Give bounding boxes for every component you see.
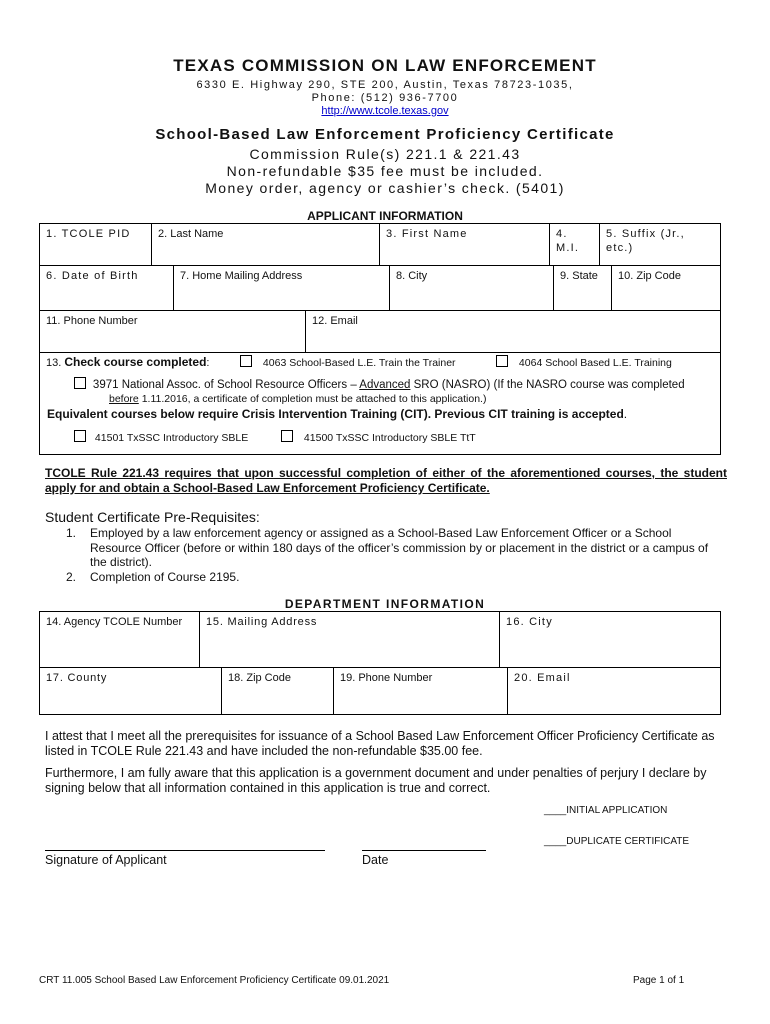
field-dept-phone[interactable]: 19. Phone Number [334,668,508,714]
field-zip[interactable]: 10. Zip Code [612,266,720,311]
signature-label: Signature of Applicant [45,853,167,867]
perjury-paragraph: Furthermore, I am fully aware that this application is a government document and under penalties of perjury I declare by signing below that all information contained in this application is true and correct. [45,766,707,795]
form-identifier: CRT 11.005 School Based Law Enforcement Proficiency Certificate 09.01.2021 [39,975,390,986]
agency-title: TEXAS COMMISSION ON LAW ENFORCEMENT [173,56,597,75]
prereq-item: 2. Completion of Course 2195. [66,570,240,584]
field-date-of-birth[interactable]: 6. Date of Birth [40,266,174,311]
checkbox-course-41500[interactable] [281,430,293,442]
prereq-heading: Student Certificate Pre-Requisites: [45,509,260,525]
date-label: Date [362,853,389,867]
course-3971-note: before 1.11.2016, a certificate of completion must be attached to this application.) [109,393,487,405]
fee-notice: Non-refundable $35 fee must be included. [226,163,544,179]
field-county[interactable]: 17. County [40,668,222,714]
field-dept-zip[interactable]: 18. Zip Code [222,668,334,714]
applicant-info-grid [39,223,721,455]
course-41501-label: 41501 TxSSC Introductory SBLE [94,432,249,444]
attestation-paragraph: I attest that I meet all the prerequisites for issuance of a School Based Law Enforcement Officer Proficiency Certificate as listed in TCOLE Rule 221.43 and have included the non-refundable $35.00 fee. [45,729,715,758]
agency-website-link[interactable]: http://www.tcole.texas.gov [321,105,449,117]
rule-221-43-text: TCOLE Rule 221.43 requires that upon successful completion of either of the aforementioned courses, the student apply for and obtain a School-Based Law Enforcement Proficiency Certificate. [45,466,727,495]
field-city[interactable]: 8. City [390,266,554,311]
agency-address: 6330 E. Highway 290, STE 200, Austin, Texas 78723-1035, [196,79,574,91]
field-dept-email[interactable]: 20. Email [514,672,571,684]
field-mailing-address[interactable]: 15. Mailing Address [200,612,500,668]
field-home-address[interactable]: 7. Home Mailing Address [174,266,390,311]
field-dept-city[interactable]: 16. City [500,612,720,668]
course-4063-label: 4063 School-Based L.E. Train the Trainer [262,357,456,369]
checkbox-course-4064[interactable] [496,355,508,367]
field-agency-tcole-number[interactable]: 14. Agency TCOLE Number [40,612,200,668]
agency-phone: Phone: (512) 936-7700 [311,92,459,104]
field-tcole-pid[interactable]: 1. TCOLE PID [40,224,152,266]
payment-notice: Money order, agency or cashier’s check. (5401) [205,180,565,196]
course-question: 13. Check course completed: [46,355,210,369]
initial-application-option[interactable]: ____INITIAL APPLICATION [544,805,668,816]
field-last-name[interactable]: 2. Last Name [152,224,380,266]
checkbox-course-41501[interactable] [74,430,86,442]
page-number: Page 1 of 1 [633,975,685,986]
prereq-item: 1. Employed by a law enforcement agency or assigned as a School-Based Law Enforcement Officer or a School Resource Officer (before or within 180 days of the officer’s commission by or placement in the district or a campus of the district). [66,526,709,569]
date-line[interactable] [362,850,486,851]
course-section [40,353,720,454]
equivalent-courses-note: Equivalent courses below require Crisis Intervention Training (CIT). Previous CIT training is accepted. [47,407,628,421]
field-suffix[interactable]: 5. Suffix (Jr., etc.) [600,224,720,266]
field-middle-initial[interactable]: 4. M.I. [550,224,600,266]
department-section-heading: DEPARTMENT INFORMATION [284,597,486,611]
duplicate-certificate-option[interactable]: ____DUPLICATE CERTIFICATE [544,836,690,847]
field-phone[interactable]: 11. Phone Number [40,311,306,353]
field-email[interactable]: 12. Email [306,311,720,353]
checkbox-course-4063[interactable] [240,355,252,367]
commission-rules: Commission Rule(s) 221.1 & 221.43 [249,146,521,162]
field-state[interactable]: 9. State [554,266,612,311]
course-41500-label: 41500 TxSSC Introductory SBLE TtT [303,432,476,444]
applicant-section-heading: APPLICANT INFORMATION [307,209,463,223]
checkbox-course-3971[interactable] [74,377,86,389]
certificate-title: School-Based Law Enforcement Proficiency Certificate [155,126,615,143]
field-first-name[interactable]: 3. First Name [380,224,550,266]
department-info-grid [39,611,721,715]
course-4064-label: 4064 School Based L.E. Training [518,357,672,369]
course-3971-label: 3971 National Assoc. of School Resource Officers – Advanced SRO (NASRO) (If the NASRO course was completed [92,379,685,391]
signature-line[interactable] [45,850,325,851]
